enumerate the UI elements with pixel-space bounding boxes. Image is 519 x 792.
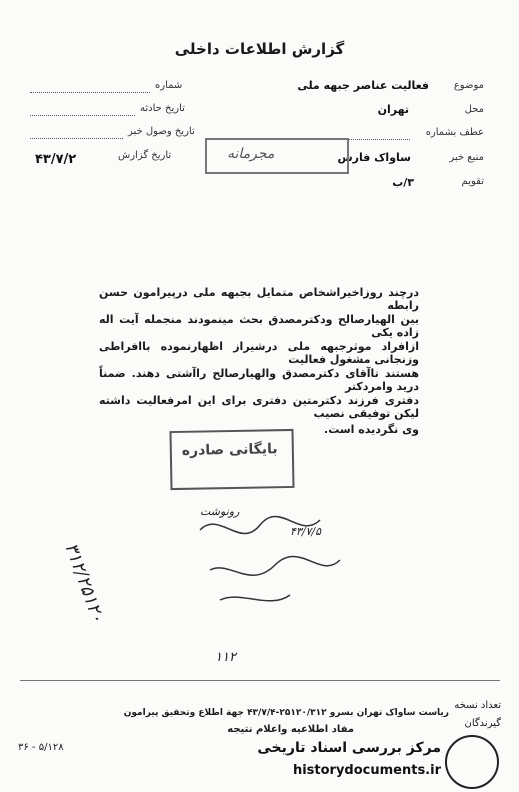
- field-calendar-value: ۳/ب: [392, 176, 414, 189]
- field-received-date-line: [30, 138, 123, 139]
- field-reference-label: عطف بشماره: [425, 127, 484, 138]
- document-title: گزارش اطلاعات داخلی: [174, 40, 345, 58]
- signature-scribbles: [180, 470, 420, 630]
- handwritten-stamp-text: مجرمانه: [227, 146, 275, 162]
- body-line-2: بین الهیارصالح ودکترمصدق بحث مینمودند منجمله آیت اله زاده یکی: [99, 313, 419, 339]
- footer-line-1: ریاست ساواک تهران بسرو ۲۵۱۲۰/۳۱۲-۴۳/۷/۴ جهة اطلاع وتحقیق پیرامون: [123, 708, 449, 718]
- field-received-date-label: تاریخ وصول خبر: [128, 126, 195, 137]
- footer-line-2: مفاد اطلاعیه واعلام نتیجه: [227, 724, 354, 735]
- watermark-logo: [445, 735, 499, 789]
- handwritten-signature-2: ۱۱۲: [215, 650, 236, 665]
- body-line-5: دفتری فرزند دکترمتین دفتری برای این امرفعالیت داشته لیکن توفیقی نصیب: [99, 394, 419, 420]
- field-subject-value: فعالیت عناصر جبهه ملی: [297, 79, 429, 92]
- field-incident-date-line: [30, 115, 135, 116]
- watermark-name: مرکز بررسی اسناد تاریخی: [257, 740, 441, 756]
- body-line-3: ازافراد موثرجبهه ملی درشیراز اظهارنموده باافراطی وزنجانی مشغول فعالیت: [99, 340, 419, 366]
- field-report-date-value: ۴۳/۷/۲: [35, 152, 77, 167]
- field-incident-date-label: تاریخ حادثه: [140, 103, 185, 114]
- field-source-label: منبع خبر: [449, 152, 484, 163]
- handwritten-date: ۴۳/۷/۵: [290, 525, 322, 538]
- body-line-6: وی نگردیده است.: [324, 423, 419, 436]
- field-number-line: [30, 92, 150, 93]
- footer-code: ۳۶ - ۵/۱۲۸: [18, 742, 64, 753]
- field-report-date-label: تاریخ گزارش: [118, 150, 172, 161]
- handwritten-line: رونوشت: [200, 505, 240, 518]
- field-number-label: شماره: [155, 80, 183, 91]
- handwritten-stamp-box: [205, 138, 349, 174]
- watermark-url: historydocuments.ir: [292, 763, 441, 778]
- field-source-value: ساواک فارس: [337, 151, 411, 164]
- footer-copies-label: تعداد نسخه: [454, 700, 501, 711]
- footer-divider: [20, 680, 500, 681]
- field-location-label: محل: [464, 104, 484, 115]
- handwritten-side-number: ۳۱۲/۲۵۱۲۰: [60, 540, 109, 626]
- field-subject-label: موضوع: [453, 80, 484, 91]
- footer-recipients-label: گیرندگان: [464, 718, 501, 729]
- field-calendar-label: تقویم: [461, 176, 484, 187]
- field-location-value: تهران: [377, 103, 409, 116]
- body-line-1: درچند روزاخیراشخاص متمایل بجبهه ملی درپیرامون حسن رابطه: [99, 286, 419, 312]
- body-line-4: هستند تاآقای دکترمصدق والهیارصالح راآشتی دهند. ضمناً درید وامردکتر: [99, 367, 419, 393]
- issuance-stamp-text: بایگانی صادره: [181, 441, 278, 459]
